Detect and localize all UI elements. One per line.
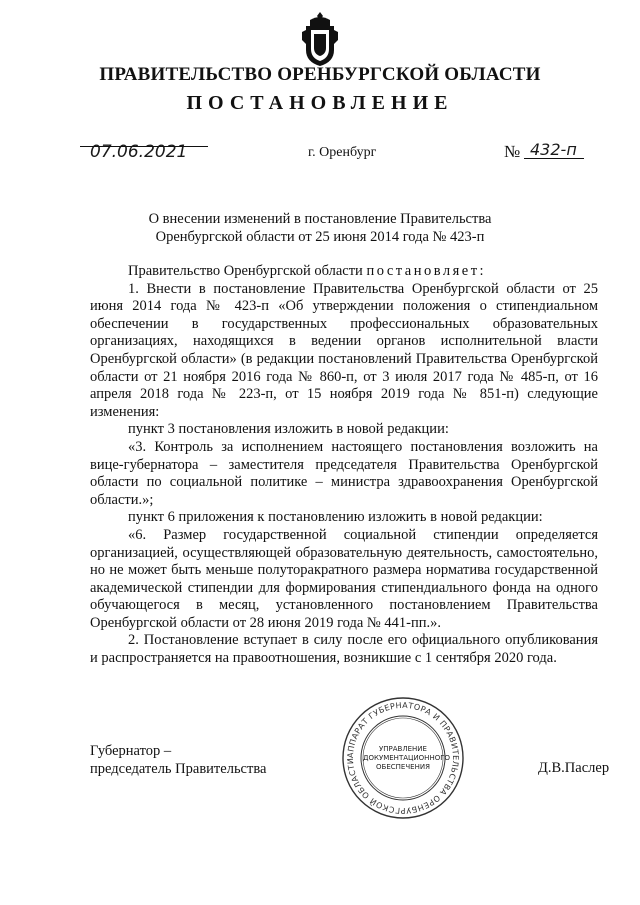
stamp-center-line-1: УПРАВЛЕНИЕ: [379, 745, 427, 753]
intro-decree-word: постановляет:: [366, 263, 487, 279]
intro-paragraph: [90, 263, 598, 281]
document-subject: [0, 210, 640, 246]
coat-of-arms-icon: [300, 10, 340, 68]
signatory-title-line-2: председатель Правительства: [90, 761, 267, 777]
number-underline: [524, 158, 584, 159]
document-date: 07.06.2021: [90, 142, 188, 162]
document-number: 432-п: [530, 140, 577, 159]
paragraph-6: 2. Постановление вступает в силу после его официального опубликования и распространяется на правоотношения, возникшие с 1 сентября 2020 года.: [90, 632, 598, 667]
document-kind: ПОСТАНОВЛЕНИЕ: [186, 92, 454, 114]
date-underline: [80, 146, 208, 147]
document-body: [90, 263, 598, 668]
paragraph-1: 1. Внести в постановление Правительства Оренбургской области от 25 июня 2014 года № 423-п «Об утверждении положения о стипендиальном обеспечении в государственных профессиональных образовательных организациях, находящихся в ведении органов исполнительной власти Оренбургской области» (в редакции постановлений Правительства Оренбургской области от 21 ноября 2016 года № 860-п, от 3 июля 2017 года № 485-п, от 16 апреля 2018 года № 223-п, от 15 ноября 2019 года № 851-п) следующие изменения:: [90, 280, 598, 420]
stamp-center-line-3: ОБЕСПЕЧЕНИЯ: [376, 763, 430, 771]
intro-prefix: Правительство Оренбургской области: [128, 263, 363, 279]
signatory-title: [90, 742, 266, 778]
signatory-name: Д.В.Паслер: [538, 760, 610, 776]
government-title: ПРАВИТЕЛЬСТВО ОРЕНБУРГСКОЙ ОБЛАСТИ: [99, 64, 541, 85]
paragraph-3: «3. Контроль за исполнением настоящего постановления возложить на вице-губернатора – заместителя председателя Правительства Оренбургской области по социальной политике – министра здравоохранения Оренбургской области.»;: [90, 438, 598, 508]
stamp-center-line-2: ДОКУМЕНТАЦИОННОГО: [363, 754, 451, 762]
subject-line-1: О внесении изменений в постановление Правительства: [148, 211, 492, 227]
paragraph-4: пункт 6 приложения к постановлению изложить в новой редакции:: [128, 509, 543, 526]
number-sign: №: [504, 142, 521, 161]
stamp-ring-text: АППАРАТ ГУБЕРНАТОРА И ПРАВИТЕЛЬСТВА ОРЕНБУРГСКОЙ ОБЛАСТИ: [345, 700, 461, 816]
city: г. Оренбург: [308, 145, 377, 160]
paragraph-2: пункт 3 постановления изложить в новой редакции:: [128, 421, 449, 438]
paragraph-5: «6. Размер государственной социальной стипендии определяется организацией, осуществляющей образовательную деятельность, самостоятельно, но не может быть меньше полуторакратного размера норматива государственной академической стипендии для формирования стипендиального фонда на одного обучающегося в месяц, установленного постановлением Правительства Оренбургской области от 28 июня 2019 года № 441-пп.».: [90, 526, 598, 631]
signatory-title-line-1: Губернатор –: [90, 743, 172, 759]
subject-line-2: Оренбургской области от 25 июня 2014 года № 423-п: [155, 229, 485, 245]
stamp-center-text: [363, 745, 451, 772]
